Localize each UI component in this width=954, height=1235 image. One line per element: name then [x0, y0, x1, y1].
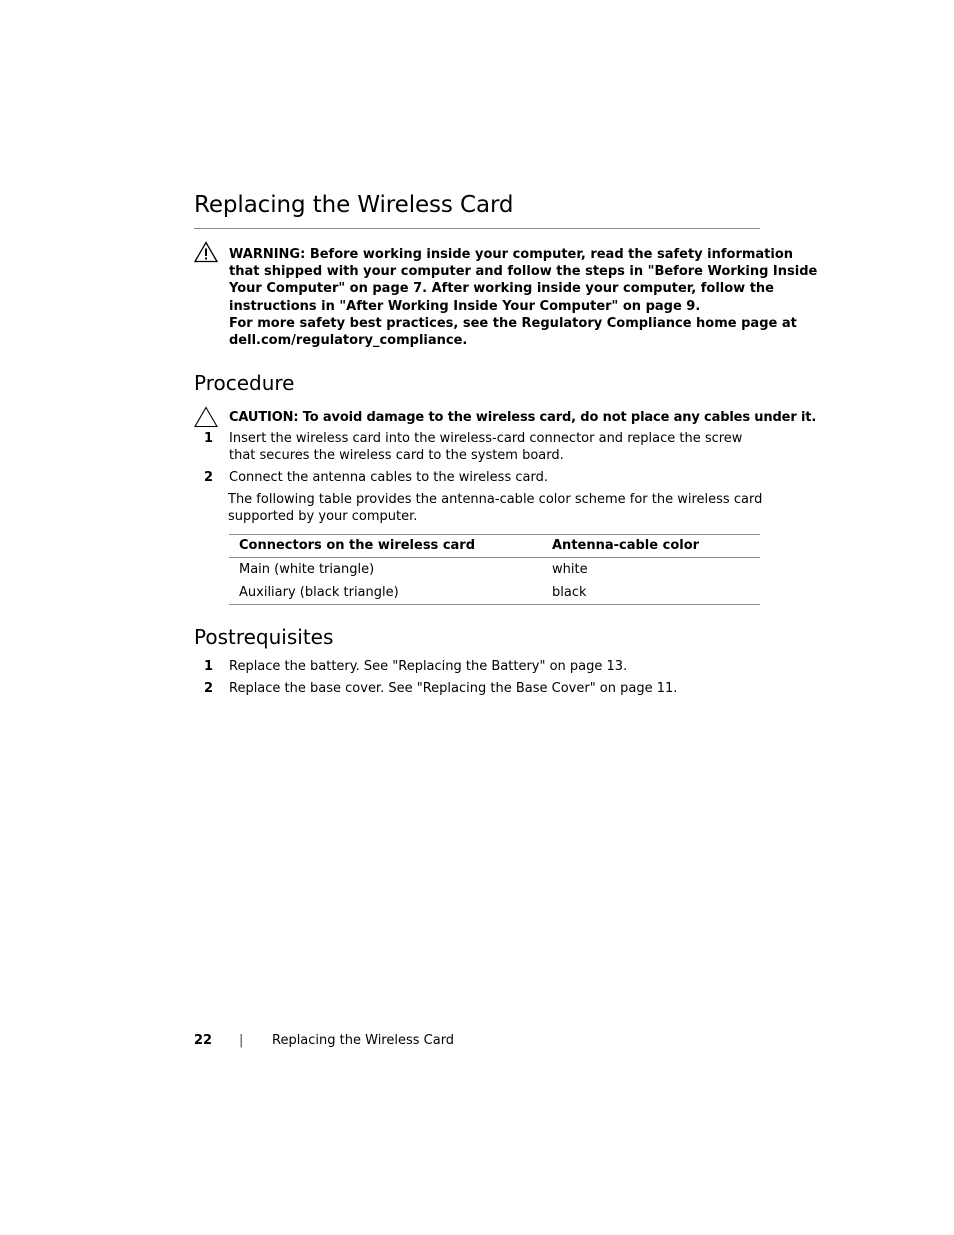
- table-header-row: [229, 535, 760, 558]
- step-text: [229, 469, 764, 486]
- step-text: [229, 680, 764, 697]
- table-intro: [228, 491, 768, 525]
- page-title: Replacing the Wireless Card: [194, 192, 514, 218]
- warning-line: WARNING: Before working inside your computer, read the safety information: [229, 247, 794, 262]
- warning-triangle-icon: [194, 241, 218, 263]
- postrequisites-heading: Postrequisites: [194, 625, 334, 649]
- column-header-connectors: Connectors on the wireless card: [229, 535, 542, 558]
- table-intro-line: The following table provides the antenna-cable color scheme for the wireless card: [228, 492, 763, 507]
- table-row: [229, 581, 760, 605]
- caution-notice: CAUTION: To avoid damage to the wireless card, do not place any cables under it.: [229, 410, 817, 425]
- warning-line: that shipped with your computer and follow the steps in "Before Working Inside: [229, 264, 818, 280]
- title-divider: [194, 228, 760, 229]
- table-row: [229, 558, 760, 582]
- warning-line: dell.com/regulatory_compliance.: [229, 333, 468, 349]
- caution-triangle-icon: [194, 406, 218, 428]
- warning-line: Your Computer" on page 7. After working inside your computer, follow the: [229, 281, 774, 297]
- column-header-cable-color: Antenna-cable color: [542, 535, 760, 558]
- step-number: 2: [204, 681, 214, 696]
- step-number: 1: [204, 431, 214, 446]
- table-cell: white: [552, 562, 588, 577]
- warning-line: instructions in "After Working Inside Your Computer" on page 9.: [229, 298, 701, 314]
- antenna-cable-table: [229, 534, 760, 605]
- step-text: [229, 430, 764, 464]
- table-cell: black: [542, 581, 760, 605]
- step-text: [229, 658, 764, 675]
- step-line: Insert the wireless card into the wireless-card connector and replace the screw: [229, 431, 743, 446]
- warning-line: For more safety best practices, see the Regulatory Compliance home page at: [229, 315, 797, 331]
- footer-title: Replacing the Wireless Card: [272, 1033, 455, 1048]
- step-number: 2: [204, 470, 214, 485]
- warning-notice: [229, 246, 818, 349]
- step-line: Replace the base cover. See "Replacing the Base Cover" on page 11.: [229, 681, 678, 696]
- table-intro-line: supported by your computer.: [228, 509, 418, 525]
- step-line: Connect the antenna cables to the wireless card.: [229, 470, 548, 485]
- table-cell: Main (white triangle): [239, 562, 375, 577]
- step-number: 1: [204, 659, 214, 674]
- table-cell: Auxiliary (black triangle): [229, 581, 542, 605]
- footer-page-number: 22: [194, 1033, 213, 1048]
- procedure-heading: Procedure: [194, 371, 295, 395]
- step-line: that secures the wireless card to the system board.: [229, 448, 564, 464]
- footer-separator: |: [239, 1033, 244, 1048]
- step-line: Replace the battery. See "Replacing the Battery" on page 13.: [229, 659, 628, 674]
